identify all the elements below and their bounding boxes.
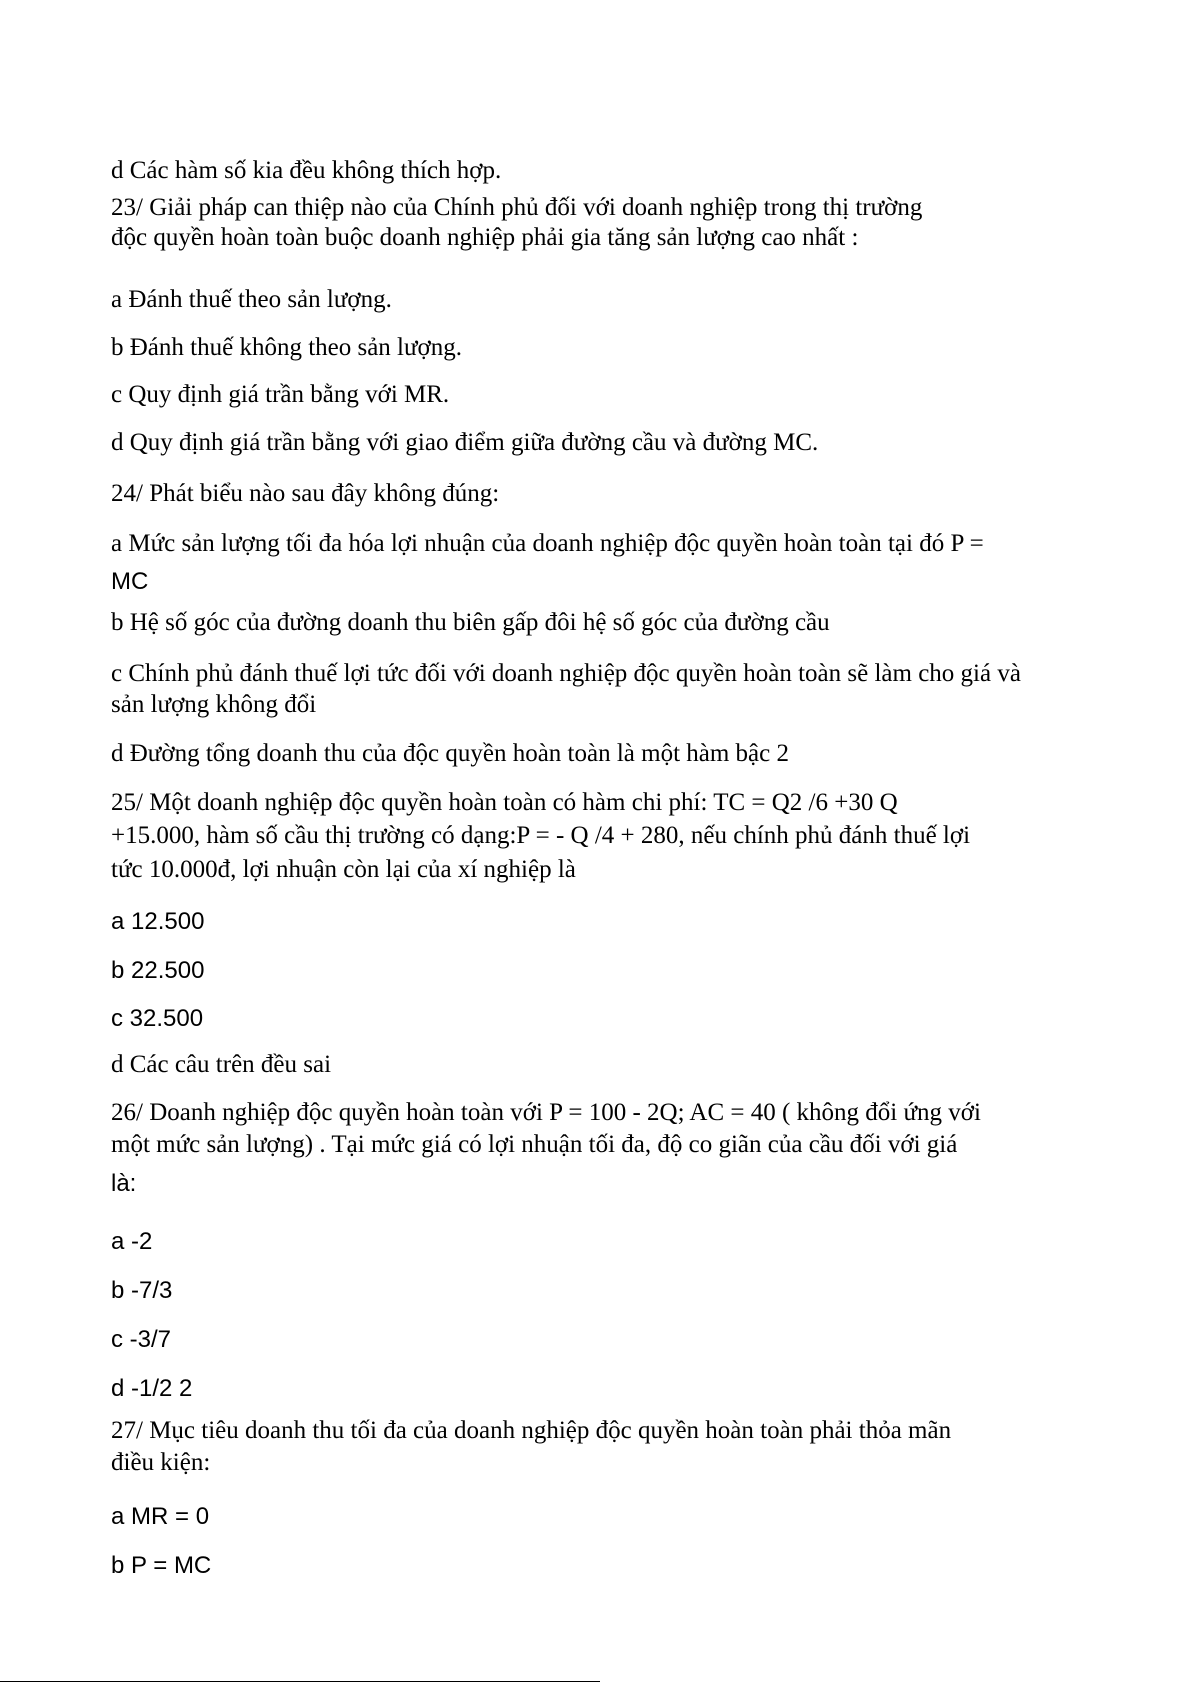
q24-stem: 24/ Phát biểu nào sau đây không đúng: bbox=[111, 480, 500, 507]
q27-stem-line-2: điều kiện: bbox=[111, 1449, 211, 1476]
q26-stem-line-2: một mức sản lượng) . Tại mức giá có lợi nhuận tối đa, độ co giãn của cầu đối với giá bbox=[111, 1131, 958, 1158]
q26-option-b: b -7/3 bbox=[111, 1277, 173, 1304]
q25-stem-line-3: tức 10.000đ, lợi nhuận còn lại của xí nghiệp là bbox=[111, 856, 576, 883]
q25-option-a: a 12.500 bbox=[111, 908, 205, 935]
q24-option-c-line-2: sản lượng không đổi bbox=[111, 691, 317, 718]
q22-option-d: d Các hàm số kia đều không thích hợp. bbox=[111, 157, 502, 184]
q26-option-d: d -1/2 2 bbox=[111, 1375, 193, 1402]
q23-option-c: c Quy định giá trần bằng với MR. bbox=[111, 381, 450, 408]
q26-stem-line-3: là: bbox=[111, 1170, 137, 1197]
q25-option-c: c 32.500 bbox=[111, 1005, 204, 1032]
q23-option-b: b Đánh thuế không theo sản lượng. bbox=[111, 334, 463, 361]
q26-stem-line-1: 26/ Doanh nghiệp độc quyền hoàn toàn với P = 100 - 2Q; AC = 40 ( không đổi ứng với bbox=[111, 1099, 981, 1126]
q25-stem-line-1: 25/ Một doanh nghiệp độc quyền hoàn toàn có hàm chi phí: TC = Q2 /6 +30 Q bbox=[111, 789, 898, 816]
q25-option-b: b 22.500 bbox=[111, 957, 205, 984]
q23-option-a: a Đánh thuế theo sản lượng. bbox=[111, 286, 392, 313]
q24-option-a-line-1: a Mức sản lượng tối đa hóa lợi nhuận của doanh nghiệp độc quyền hoàn toàn tại đó P = bbox=[111, 530, 984, 557]
q25-option-d: d Các câu trên đều sai bbox=[111, 1051, 332, 1078]
q26-option-a: a -2 bbox=[111, 1228, 153, 1255]
q24-option-c-line-1: c Chính phủ đánh thuế lợi tức đối với doanh nghiệp độc quyền hoàn toàn sẽ làm cho giá và bbox=[111, 660, 1021, 687]
q24-option-b: b Hệ số góc của đường doanh thu biên gấp đôi hệ số góc của đường cầu bbox=[111, 609, 830, 636]
q23-option-d: d Quy định giá trần bằng với giao điểm giữa đường cầu và đường MC. bbox=[111, 429, 819, 456]
q24-option-d: d Đường tổng doanh thu của độc quyền hoàn toàn là một hàm bậc 2 bbox=[111, 740, 790, 767]
q27-stem-line-1: 27/ Mục tiêu doanh thu tối đa của doanh nghiệp độc quyền hoàn toàn phải thỏa mãn bbox=[111, 1417, 952, 1444]
page-bottom-rule bbox=[0, 1681, 600, 1682]
q24-option-a-line-2: MC bbox=[111, 568, 149, 595]
q27-option-b: b P = MC bbox=[111, 1552, 212, 1579]
q23-stem-line-1: 23/ Giải pháp can thiệp nào của Chính phủ đối với doanh nghiệp trong thị trường bbox=[111, 194, 923, 221]
q25-stem-line-2: +15.000, hàm số cầu thị trường có dạng:P = - Q /4 + 280, nếu chính phủ đánh thuế lợi bbox=[111, 822, 971, 849]
q27-option-a: a MR = 0 bbox=[111, 1503, 210, 1530]
q23-stem-line-2: độc quyền hoàn toàn buộc doanh nghiệp phải gia tăng sản lượng cao nhất : bbox=[111, 224, 859, 251]
q26-option-c: c -3/7 bbox=[111, 1326, 172, 1353]
